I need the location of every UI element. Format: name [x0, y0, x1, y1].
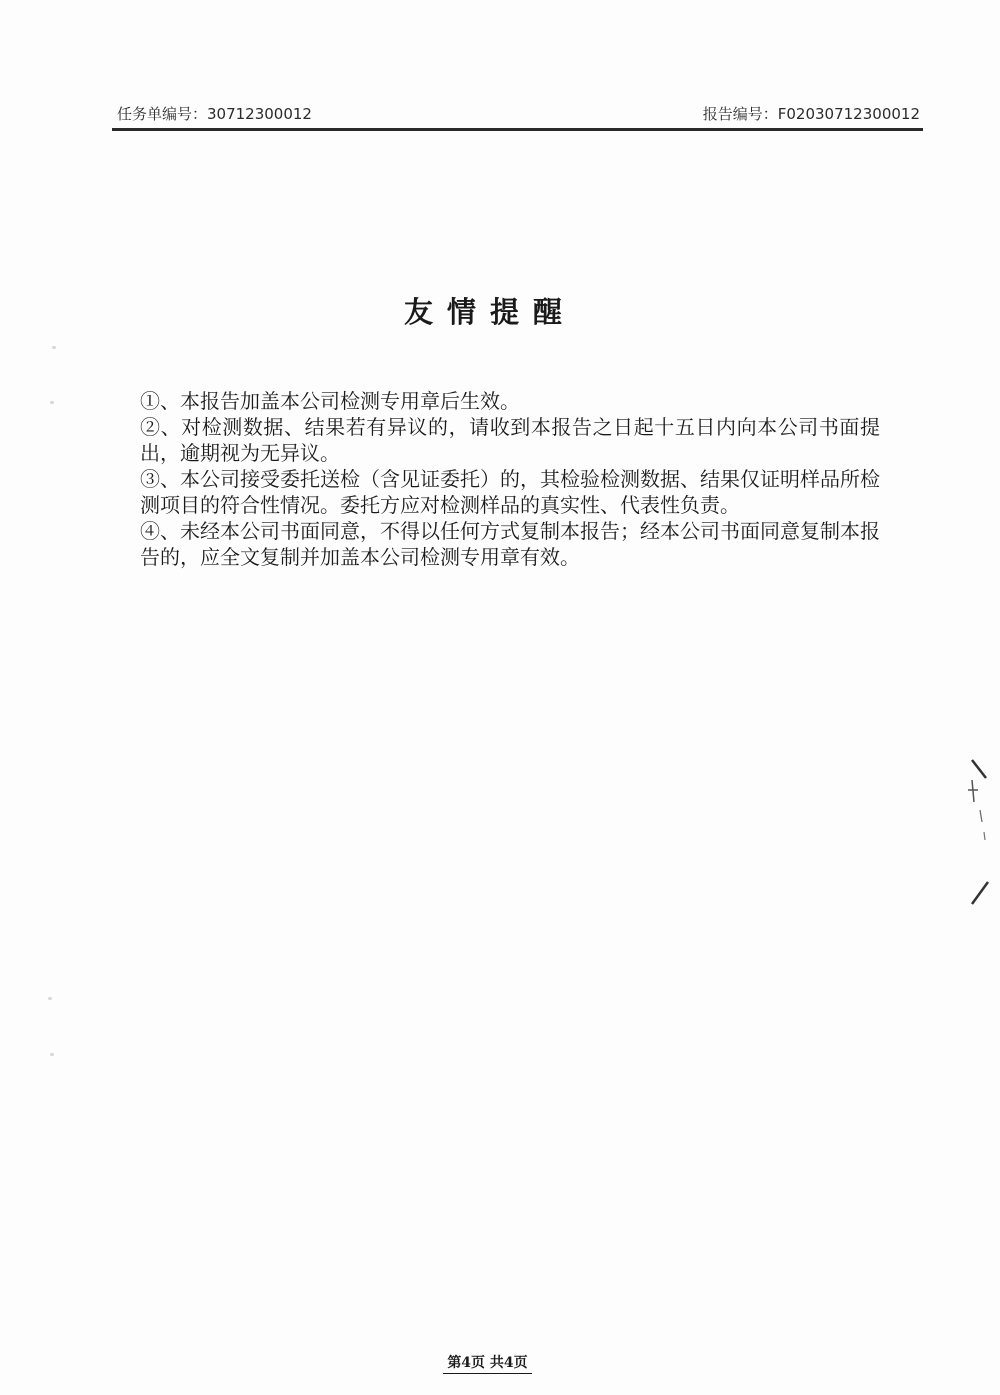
page-title: 友情提醒 — [403, 295, 576, 329]
page-footer — [0, 1352, 975, 1374]
notice-item-2: ②、对检测数据、结果若有异议的，请收到本报告之日起十五日内向本公司书面提出，逾期视为无异议。 — [140, 415, 880, 465]
scan-speck — [50, 1053, 54, 1056]
scan-speck — [52, 346, 56, 349]
page-number: 第4页 共4页 — [443, 1352, 531, 1374]
header-divider — [112, 128, 923, 131]
notice-item-3: ③、本公司接受委托送检（含见证委托）的，其检验检测数据、结果仅证明样品所检测项目的符合性情况。委托方应对检测样品的真实性、代表性负责。 — [140, 467, 880, 517]
scan-speck — [48, 997, 52, 1000]
seal-edge-mark — [958, 752, 994, 912]
report-number: 报告编号：F02030712300012 — [702, 105, 920, 123]
task-number: 任务单编号：30712300012 — [117, 105, 312, 123]
scan-speck — [50, 401, 54, 404]
notice-list — [140, 388, 880, 570]
notice-item-1: ①、本报告加盖本公司检测专用章后生效。 — [140, 389, 520, 413]
notice-item-4: ④、未经本公司书面同意，不得以任何方式复制本报告；经本公司书面同意复制本报告的，应全文复制并加盖本公司检测专用章有效。 — [140, 519, 880, 569]
